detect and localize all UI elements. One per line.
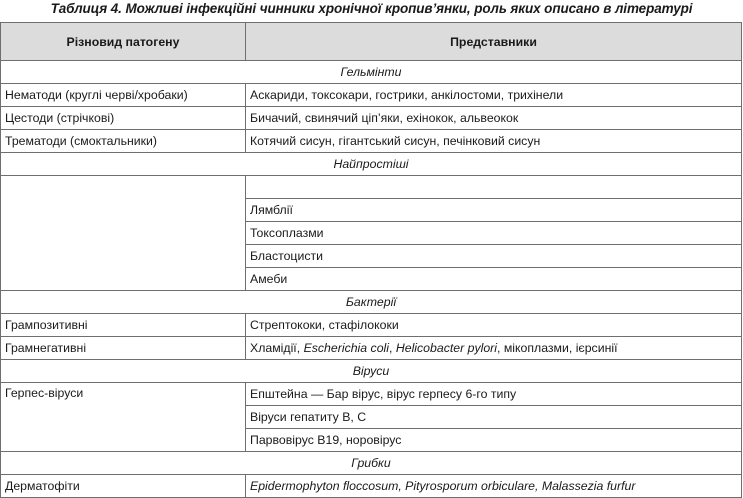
rep-species-italic: Helicobacter pylori <box>395 341 497 355</box>
section-row-fungi <box>1 452 742 475</box>
section-title: Віруси <box>1 360 742 383</box>
pathogen-type-cell: Грампозитивні <box>1 314 246 337</box>
rep-species-italic: Escherichia coli <box>303 341 389 355</box>
pathogen-type-cell: Цестоди (стрічкові) <box>1 107 246 130</box>
table-caption: Таблиця 4. Можливі інфекційні чинники хронічної кропив’янки, роль яких описано в літературі <box>50 1 693 16</box>
representatives-cell: Котячий сисун, гігантський сисун, печінковий сисун <box>246 130 742 153</box>
rep-text: , мікоплазми, ієрсинії <box>497 341 618 355</box>
section-row-protozoa <box>1 153 742 176</box>
pathogen-type-cell: Трематоди (смоктальники) <box>1 130 246 153</box>
representatives-cell: Парвовірус В19, норовірус <box>246 429 742 452</box>
header-representatives: Представники <box>246 23 742 61</box>
section-title: Гельмінти <box>1 61 742 84</box>
representatives-cell: Лямблії <box>246 199 742 222</box>
representatives-cell: Епштейна — Бар вірус, вірус герпесу 6-го типу <box>246 383 742 406</box>
pathogen-type-cell <box>1 176 246 291</box>
representatives-cell: Амеби <box>246 268 742 291</box>
table-row <box>1 107 742 130</box>
pathogen-table <box>0 22 742 498</box>
pathogen-type-cell: Грамнегативні <box>1 337 246 360</box>
representatives-cell: Epidermophyton floccosum, Pityrosporum orbiculare, Malassezia furfur <box>246 475 742 498</box>
section-title: Бактерії <box>1 291 742 314</box>
representatives-cell: Бластоцисти <box>246 245 742 268</box>
pathogen-type-cell: Нематоди (круглі черві/хробаки) <box>1 84 246 107</box>
pathogen-type-cell: Дерматофіти <box>1 475 246 498</box>
representatives-cell: Бичачий, свинячий ціп’яки, ехінокок, альвеокок <box>246 107 742 130</box>
section-title: Грибки <box>1 452 742 475</box>
section-title: Найпростіші <box>1 153 742 176</box>
table-row <box>1 176 742 199</box>
table-row <box>1 475 742 498</box>
representatives-cell: Віруси гепатиту В, С <box>246 406 742 429</box>
table-header-row <box>1 23 742 61</box>
section-row-bacteria <box>1 291 742 314</box>
table-row <box>1 84 742 107</box>
rep-text: , <box>389 341 396 355</box>
representatives-cell <box>246 337 742 360</box>
section-row-helminths <box>1 61 742 84</box>
representatives-cell <box>246 176 742 199</box>
section-row-viruses <box>1 360 742 383</box>
representatives-cell: Аскариди, токсокари, гострики, анкілостоми, трихінели <box>246 84 742 107</box>
pathogen-type-cell: Герпес-віруси <box>1 383 246 452</box>
rep-text: Хламідії, <box>250 341 304 355</box>
table-row <box>1 130 742 153</box>
table-row <box>1 337 742 360</box>
representatives-cell: Стрептококи, стафілококи <box>246 314 742 337</box>
representatives-cell: Токсоплазми <box>246 222 742 245</box>
header-pathogen-type: Різновид патогену <box>1 23 246 61</box>
table-row <box>1 383 742 406</box>
table-row <box>1 314 742 337</box>
